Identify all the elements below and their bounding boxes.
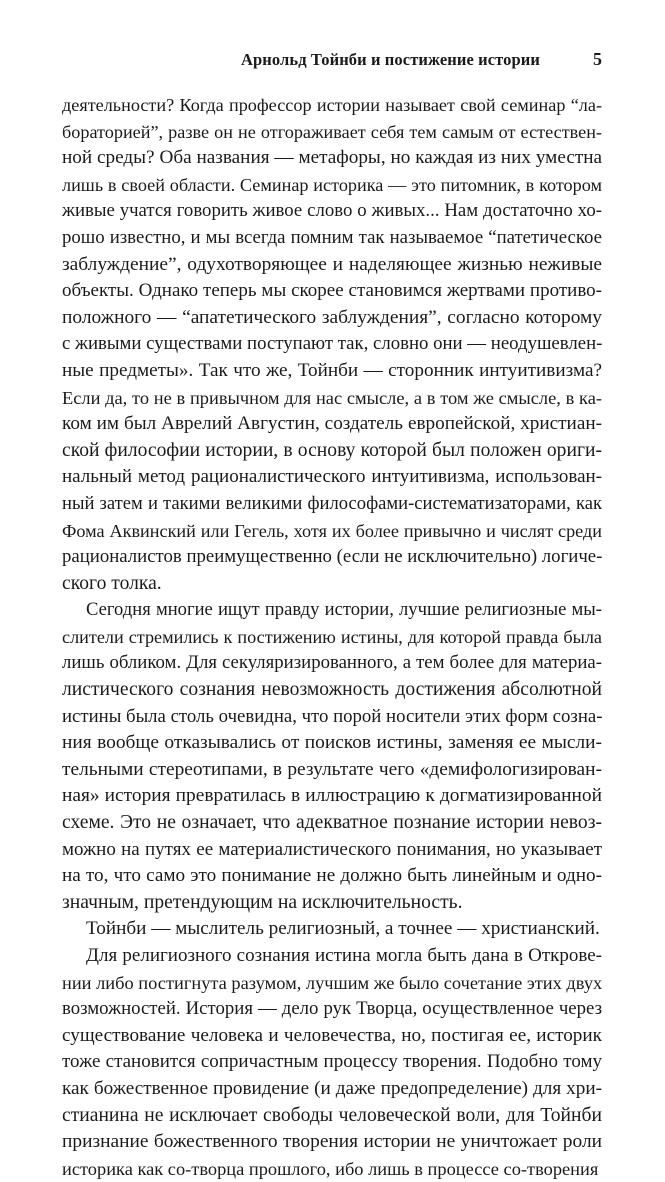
text-line: Фома Аквинский или Гегель, хотя их более привычно и числят среди	[62, 520, 602, 541]
text-line: тельными стереотипами, в результате чего «демифологизирован-	[62, 758, 602, 780]
paragraph	[62, 916, 602, 943]
paragraph	[62, 597, 602, 916]
text-line: Для религиозного сознания истина могла быть дана в Открове-	[86, 945, 602, 966]
text-line: стианина не исключает свободы человеческой воли, для Тойнби	[62, 1104, 602, 1126]
text-line: возможностей. История — дело рук Творца, осуществленное через	[62, 998, 602, 1020]
text-line: ная» история превратилась в иллюстрацию к догматизированной	[62, 785, 602, 807]
text-line: схеме. Это не означает, что адекватное познание истории невоз-	[62, 812, 602, 834]
text-line: ского толка.	[62, 572, 162, 594]
text-line: Тойнби — мыслитель религиозный, а точнее — христианский.	[86, 918, 600, 940]
text-line: ком им был Аврелий Августин, создатель европейской, христиан-	[62, 413, 602, 435]
text-line: Если да, то не в привычном для нас смысле, а в том же смысле, в ка-	[62, 387, 602, 408]
text-line: положного — “апатетического заблуждения”, согласно которому	[62, 306, 602, 328]
text-line: слители стремились к постижению истины, для которой правда была	[62, 626, 602, 647]
text-line: заблуждение”, одухотворяющее и наделяющее жизнью неживые	[62, 253, 602, 275]
text-line: историка как со-творца прошлого, ибо лишь в процессе со-творения	[62, 1158, 599, 1179]
text-line: существование человека и человечества, но, постигая ее, историк	[62, 1024, 602, 1046]
text-line: нальный метод рационалистического интуитивизма, использован-	[62, 466, 602, 488]
text-line: ные предметы». Так что же, Тойнби — сторонник интуитивизма?	[62, 359, 602, 381]
text-line: признание божественного творения истории не уничтожает роли	[62, 1131, 602, 1153]
text-line: рошо известно, и мы всегда помним так называемое “патетическое	[62, 226, 602, 248]
text-line: листического сознания невозможность достижения абсолютной	[62, 679, 602, 701]
paragraph	[62, 943, 602, 1182]
text-line: живые учатся говорить живое слово о живых... Нам достаточно хо-	[62, 200, 602, 222]
text-line: тоже становится сопричастным процессу творения. Подобно тому	[62, 1051, 602, 1073]
text-line: нии либо постигнута разумом, лучшим же было сочетание этих двух	[62, 972, 603, 993]
text-line: на то, что само это понимание не должно быть линейным и одно-	[62, 865, 602, 887]
text-line: ный затем и такими великими философами-систематизаторами, как	[62, 492, 602, 514]
text-line: как божественное провидение (и даже предопределение) для хри-	[62, 1077, 602, 1099]
text-line: лишь обликом. Для секуляризированного, а тем более для материа-	[62, 652, 602, 674]
text-line: ской философии истории, в основу которой был положен ориги-	[62, 439, 602, 461]
text-line: истины была столь очевидна, что порой носители этих форм созна-	[62, 705, 603, 727]
paragraph	[62, 92, 602, 597]
running-title: Арнольд Тойнби и постижение истории	[240, 50, 540, 69]
running-head	[62, 50, 602, 76]
page-number: 5	[593, 49, 602, 69]
text-line: ния вообще отказывались от поисков истины, заменяя ее мысли-	[62, 732, 602, 754]
text-line: Сегодня многие ищут правду истории, лучшие религиозные мы-	[86, 599, 602, 621]
text-line: ной среды? Оба названия — метафоры, но каждая из них уместна	[62, 147, 602, 169]
text-line: деятельности? Когда профессор истории называет свой семинар “ла-	[62, 95, 602, 115]
text-line: с живыми существами поступают так, словно они — неодушевлен-	[62, 333, 603, 355]
text-line: рационалистов преимущественно (если не исключительно) логиче-	[62, 546, 603, 568]
text-line: значным, претендующим на исключительность.	[62, 891, 463, 913]
text-line: лишь в своей области. Семинар историка — это питомник, в котором	[62, 174, 602, 195]
text-line: бораторией”, разве он не отгораживает себя тем самым от естествен-	[62, 121, 602, 142]
body-text	[62, 92, 602, 1182]
text-line: можно на путях ее материалистического понимания, но указывает	[62, 838, 602, 860]
text-line: объекты. Однако теперь мы скорее становимся жертвами противо-	[62, 280, 602, 302]
